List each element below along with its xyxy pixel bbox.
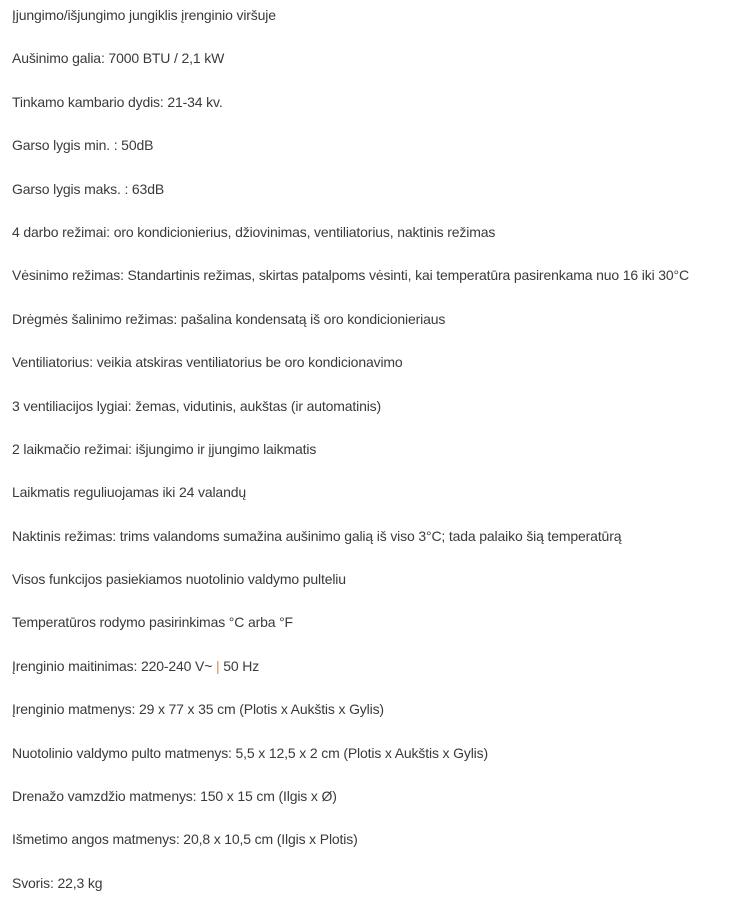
spec-line-drain-hose: Drenažo vamzdžio matmenys: 150 x 15 cm (Ilgis x Ø): [12, 788, 337, 805]
spec-line-unit-dimensions: Įrenginio matmenys: 29 x 77 x 35 cm (Plotis x Aukštis x Gylis): [12, 701, 384, 718]
spec-line-fan-levels: 3 ventiliacijos lygiai: žemas, vidutinis, aukštas (ir automatinis): [12, 397, 382, 414]
power-supply-frequency: 50 Hz: [219, 657, 260, 674]
spec-line-temperature-units: Temperatūros rodymo pasirinkimas °C arba °F: [12, 614, 293, 631]
spec-line-switch: Įjungimo/išjungimo jungiklis įrenginio viršuje: [12, 7, 276, 23]
spec-line-power-supply: [12, 655, 732, 698]
spec-line-fan-mode: Ventiliatorius: veikia atskiras ventiliatorius be oro kondicionavimo: [12, 354, 403, 371]
spec-line-cooling-power: Aušinimo galia: 7000 BTU / 2,1 kW: [12, 50, 225, 67]
spec-line-exhaust-dimensions: Išmetimo angos matmenys: 20,8 x 10,5 cm (Ilgis x Plotis): [12, 831, 358, 848]
spec-line-remote-control: Visos funkcijos pasiekiamos nuotolinio valdymo pulteliu: [12, 571, 346, 588]
spec-line-dehumidify-mode: Drėgmės šalinimo režimas: pašalina kondensatą iš oro kondicionieriaus: [12, 310, 446, 327]
spec-line-operating-modes: 4 darbo režimai: oro kondicionierius, džiovinimas, ventiliatorius, naktinis režimas: [12, 223, 496, 240]
power-supply-separator: |: [216, 657, 220, 674]
spec-line-noise-min: Garso lygis min. : 50dB: [12, 137, 154, 154]
spec-line-timer-range: Laikmatis reguliuojamas iki 24 valandų: [12, 484, 246, 501]
spec-line-remote-dimensions: Nuotolinio valdymo pulto matmenys: 5,5 x 12,5 x 2 cm (Plotis x Aukštis x Gylis): [12, 744, 488, 761]
spec-line-noise-max: Garso lygis maks. : 63dB: [12, 180, 165, 197]
spec-line-cooling-mode: Vėsinimo režimas: Standartinis režimas, skirtas patalpoms vėsinti, kai temperatūra pasirenkama nuo 16 iki 30°C: [12, 267, 689, 284]
power-supply-voltage: Įrenginio maitinimas: 220-240 V~: [12, 657, 216, 674]
spec-line-weight: Svoris: 22,3 kg: [12, 874, 103, 891]
spec-line-night-mode: Naktinis režimas: trims valandoms sumažina aušinimo galią iš viso 3°C; tada palaiko šią temperatūrą: [12, 527, 622, 544]
spec-list: [12, 4, 732, 915]
spec-line-room-size: Tinkamo kambario dydis: 21-34 kv.: [12, 93, 223, 110]
spec-line-timer-modes: 2 laikmačio režimai: išjungimo ir įjungimo laikmatis: [12, 440, 317, 457]
